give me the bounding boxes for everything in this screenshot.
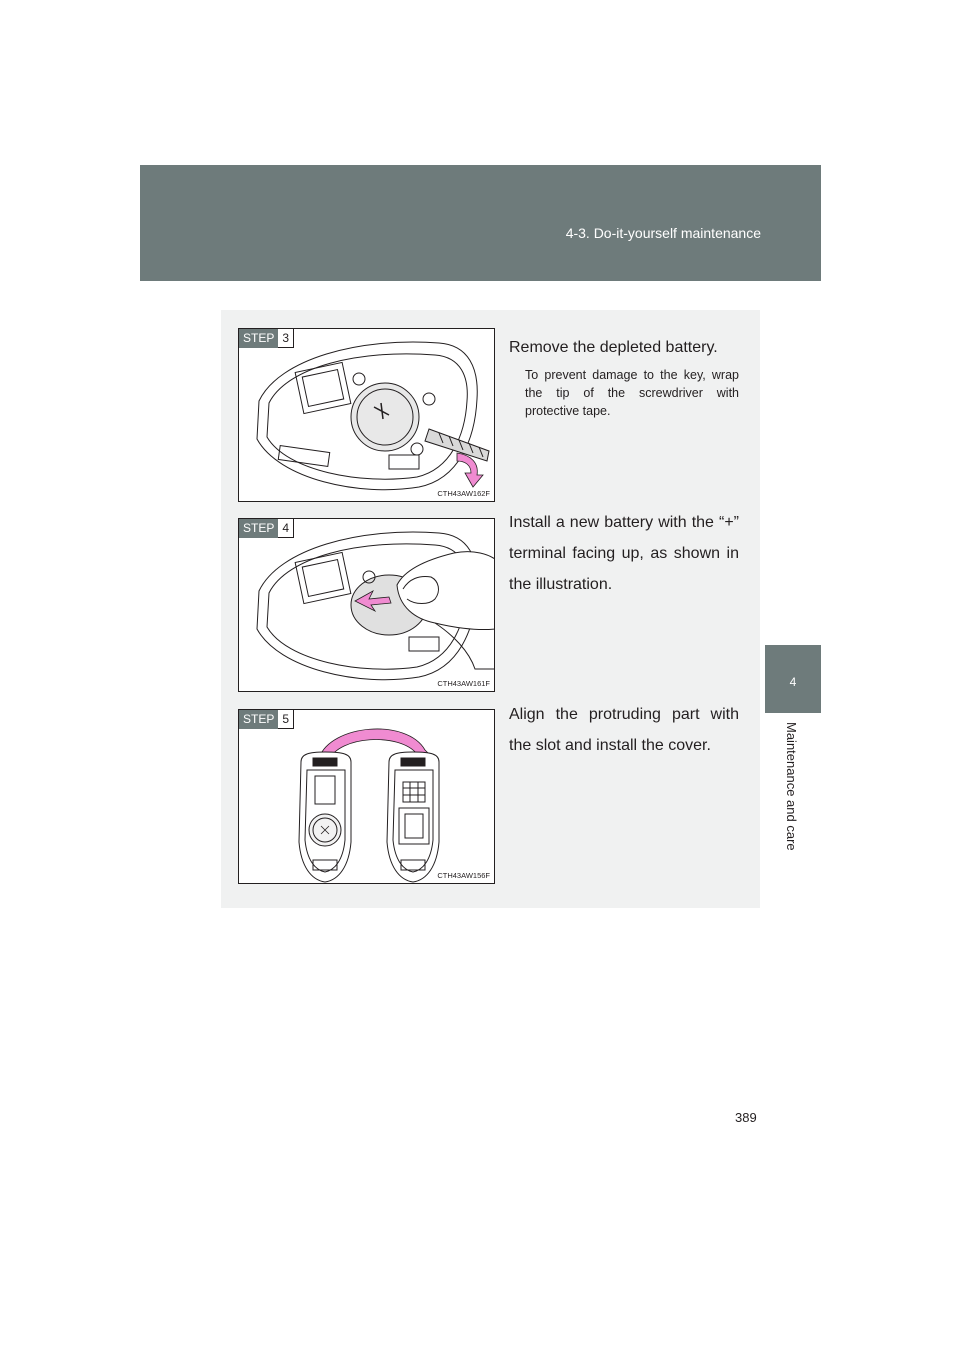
header-band (140, 165, 821, 281)
step-5-instruction: Align the protruding part with the slot and install the cover. (509, 706, 739, 754)
step-badge-number: 5 (278, 710, 294, 729)
step-badge-word: STEP (239, 329, 278, 348)
step-3-illustration (238, 328, 495, 502)
key-cover-install-drawing (239, 710, 495, 884)
step-3-note: To prevent damage to the key, wrap the tip of the screwdriver with protective tape. (525, 368, 739, 418)
figure-code: CTH43AW156F (437, 871, 490, 880)
page-number: 389 (735, 1110, 757, 1125)
step-4-illustration (238, 518, 495, 692)
chapter-label (783, 722, 803, 872)
key-battery-install-drawing (239, 519, 495, 692)
step-badge (239, 710, 294, 729)
chapter-label-text: Maintenance and care (784, 722, 799, 851)
chapter-number: 4 (789, 675, 797, 689)
section-title: 4-3. Do-it-yourself maintenance (565, 225, 761, 241)
figure-code: CTH43AW161F (437, 679, 490, 688)
figure-code: CTH43AW162F (437, 489, 490, 498)
step-3-instruction: Remove the depleted battery. (509, 339, 718, 356)
step-4-instruction: Install a new battery with the “+” terminal facing up, as shown in the illustration. (509, 514, 739, 593)
step-badge-word: STEP (239, 710, 278, 729)
step-badge (239, 519, 294, 538)
step-5-illustration (238, 709, 495, 884)
step-badge (239, 329, 294, 348)
chapter-tab (765, 645, 821, 713)
step-badge-number: 4 (278, 519, 294, 538)
step-badge-number: 3 (278, 329, 294, 348)
key-battery-removal-drawing (239, 329, 495, 502)
step-badge-word: STEP (239, 519, 278, 538)
